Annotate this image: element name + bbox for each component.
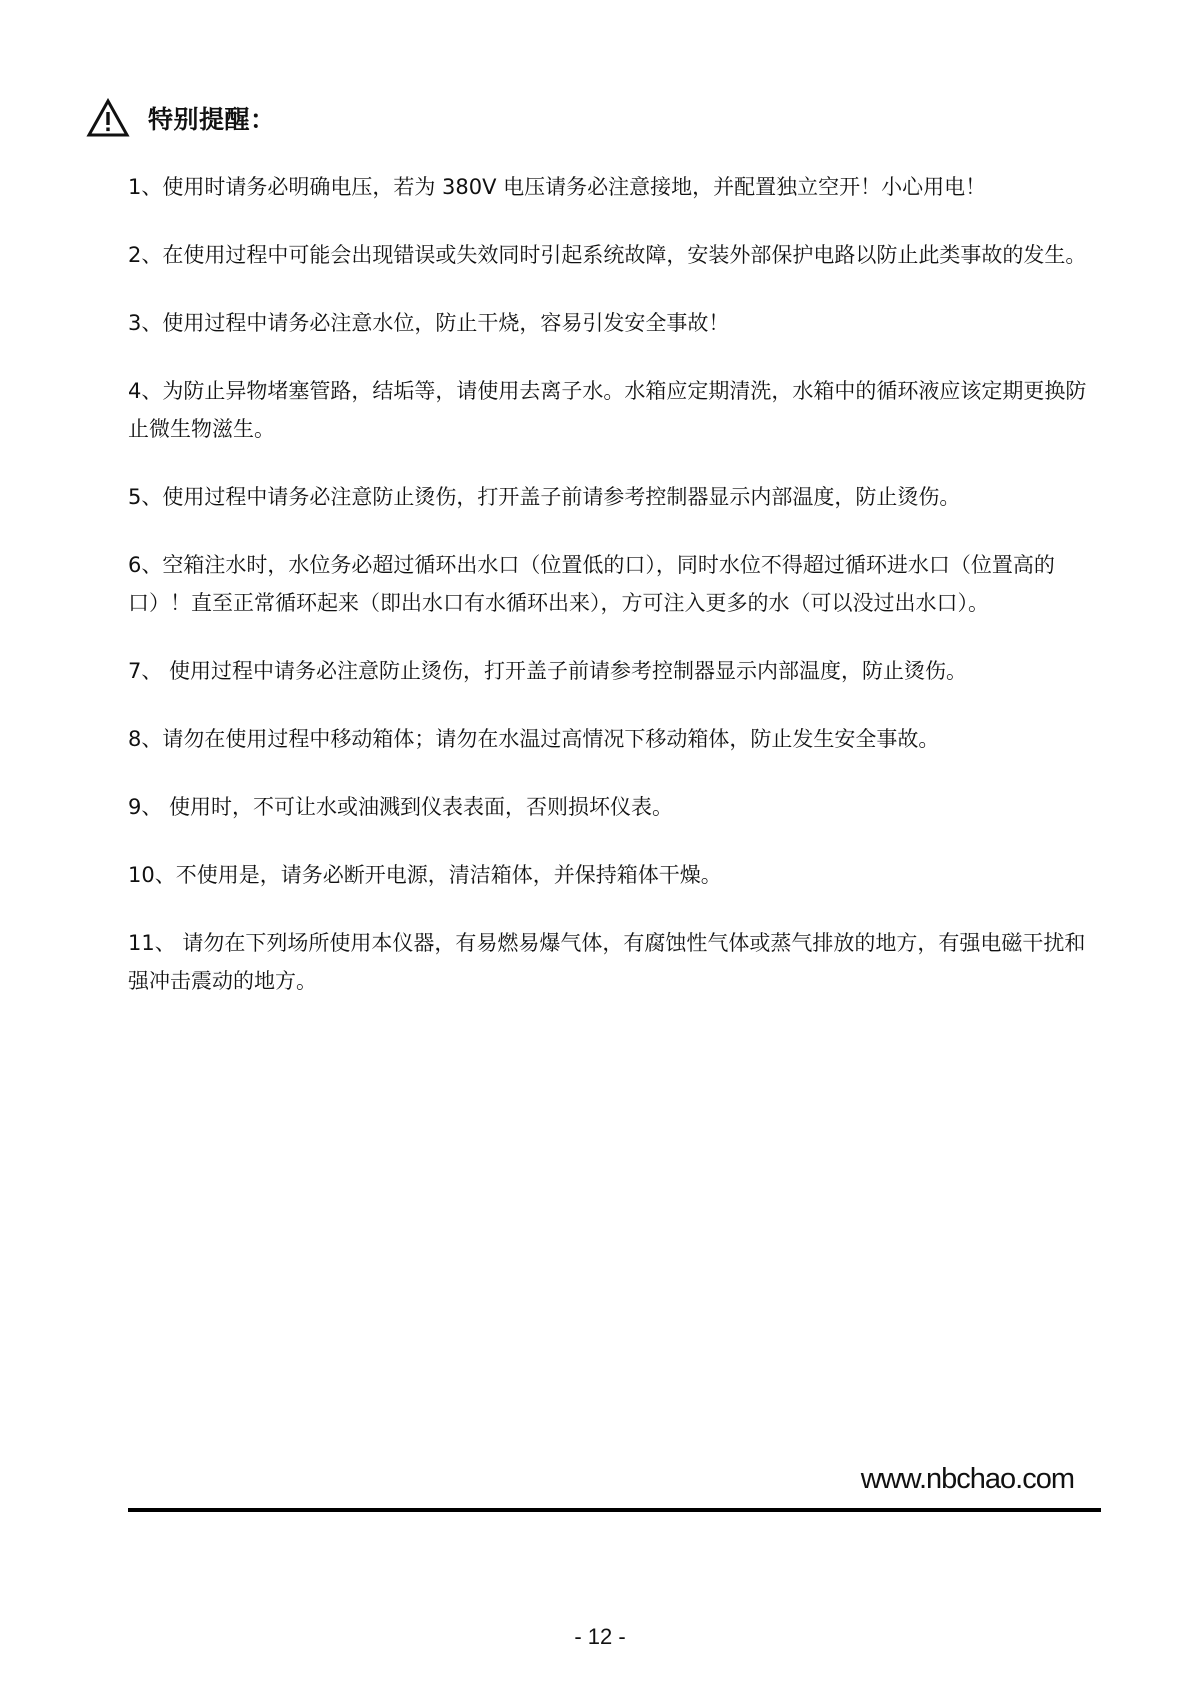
notice-item-10: 10、不使用是，请务必断开电源，清洁箱体，并保持箱体干燥。 <box>128 863 722 887</box>
page-number: - 12 - <box>574 1624 626 1649</box>
footer-url: www.nbchao.com <box>860 1463 1074 1495</box>
notice-item-4: 4、为防止异物堵塞管路，结垢等，请使用去离子水。水箱应定期清洗，水箱中的循环液应该定期更换防止微生物滋生。 <box>128 379 1087 441</box>
notice-item-3: 3、使用过程中请务必注意水位，防止干烧，容易引发安全事故！ <box>128 311 730 335</box>
notice-item-8: 8、请勿在使用过程中移动箱体；请勿在水温过高情况下移动箱体，防止发生安全事故。 <box>128 727 940 751</box>
notice-item-7: 7、 使用过程中请务必注意防止烫伤，打开盖子前请参考控制器显示内部温度，防止烫伤。 <box>128 659 968 683</box>
notice-item-9: 9、 使用时，不可让水或油溅到仪表表面，否则损坏仪表。 <box>128 795 674 819</box>
notice-item-11: 11、 请勿在下列场所使用本仪器，有易燃易爆气体，有腐蚀性气体或蒸气排放的地方，有强电磁干扰和强冲击震动的地方。 <box>128 931 1086 993</box>
notice-list <box>128 168 1104 1030</box>
notice-item-6: 6、空箱注水时，水位务必超过循环出水口（位置低的口），同时水位不得超过循环进水口（位置高的口）！直至正常循环起来（即出水口有水循环出来），方可注入更多的水（可以没过出水口）。 <box>128 553 1055 615</box>
warning-icon <box>86 98 130 138</box>
warning-heading <box>86 96 276 140</box>
notice-item-2: 2、在使用过程中可能会出现错误或失效同时引起系统故障，安装外部保护电路以防止此类事故的发生。 <box>128 243 1087 267</box>
heading-title: 特别提醒： <box>148 105 276 134</box>
notice-item-1: 1、使用时请务必明确电压，若为 380V 电压请务必注意接地，并配置独立空开！小心用电！ <box>128 175 987 199</box>
notice-item-5: 5、使用过程中请务必注意防止烫伤，打开盖子前请参考控制器显示内部温度，防止烫伤。 <box>128 485 961 509</box>
footer-divider <box>128 1508 1101 1512</box>
